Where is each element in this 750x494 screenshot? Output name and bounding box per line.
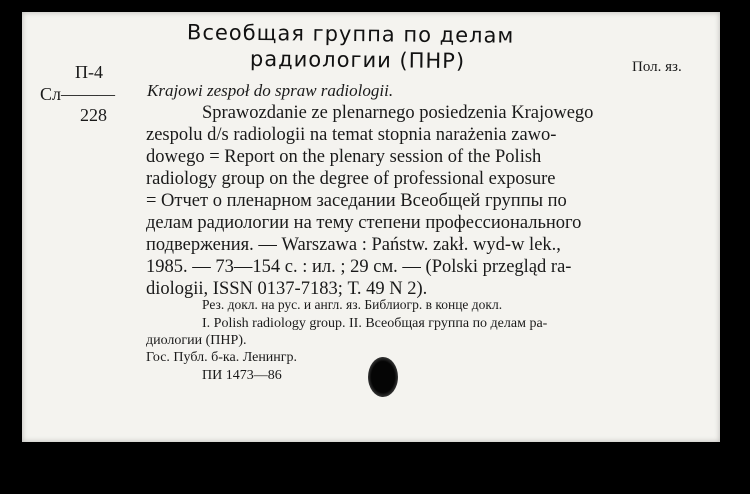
entry-line: diologii, ISSN 0137-7183; Т. 49 N 2). bbox=[146, 279, 428, 299]
library-name: Гос. Публ. б-ка. Ленингр. bbox=[146, 350, 298, 365]
classification-prefix: Сл——— bbox=[40, 84, 115, 104]
entry-line: dowego = Report on the plenary session of the Polish bbox=[146, 147, 542, 167]
notes-line: диологии (ПНР). bbox=[146, 333, 247, 348]
handwritten-annotation-line2: радиологии (ПНР) bbox=[249, 46, 466, 74]
entry-line: zespolu d/s radiologii na temat stopnia narażenia zawo- bbox=[146, 125, 557, 145]
entry-author: Krajowi zespoł do spraw radiologii. bbox=[147, 81, 394, 100]
handwritten-annotation-line1: Всеобщая группа по делам bbox=[186, 20, 515, 48]
entry-line: 1985. — 73—154 с. : ил. ; 29 см. — (Polski przegląd ra- bbox=[146, 257, 572, 277]
notes-line: Рез. докл. на рус. и англ. яз. Библиогр. в конце докл. bbox=[202, 297, 503, 312]
catalog-code: П-4 bbox=[75, 62, 103, 82]
entry-line: делам радиологии на тему степени профессионального bbox=[146, 213, 582, 233]
entry-line: подвержения. — Warszawa : Państw. zakł. wyd-w lek., bbox=[146, 235, 561, 255]
punch-hole bbox=[368, 357, 398, 397]
classification-number: 228 bbox=[80, 105, 107, 125]
language-note: Пол. яз. bbox=[632, 59, 682, 75]
entry-line: radiology group on the degree of professional exposure bbox=[146, 169, 556, 189]
entry-line: Sprawozdanie ze plenarnego posiedzenia Krajowego bbox=[202, 103, 594, 123]
catalog-card bbox=[22, 12, 720, 442]
notes-line: I. Polish radiology group. II. Всеобщая группа по делам ра- bbox=[202, 316, 548, 331]
entry-line: = Отчет о пленарном заседании Всеобщей группы по bbox=[146, 191, 567, 211]
inventory-number: ПИ 1473—86 bbox=[202, 368, 282, 383]
